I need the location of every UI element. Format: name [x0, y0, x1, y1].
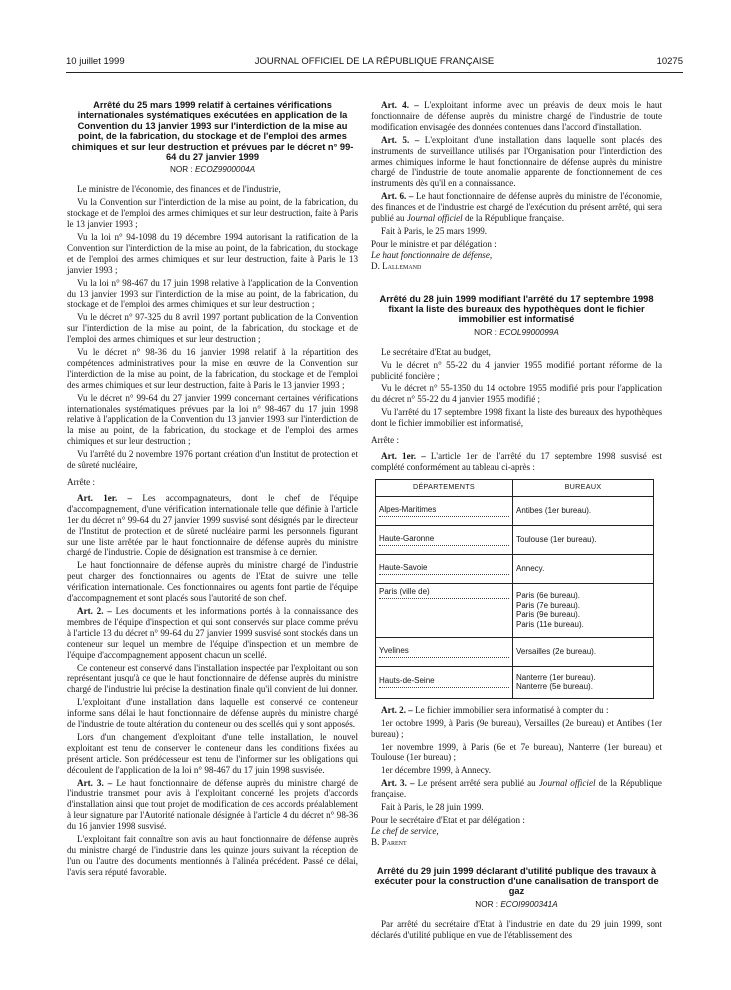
header-page-number: 10275: [656, 56, 683, 67]
decree2-vu: Vu le décret n° 55-22 du 4 janvier 1955 modifié portant réforme de la publicité foncière ;: [371, 359, 662, 381]
bureau-name: Annecy.: [516, 564, 545, 574]
decree1-article-2d: Lors d'un changement d'exploitant d'une telle installation, le nouvel exploitant est tenu de conserver le conteneur dans les conditions fixées au présent article. Son prédécesseur est tenu de l'informer sur les obligations qui découlent de l'application de la loi n° 98-467 du 17 juin 1998 susvisée.: [67, 731, 358, 775]
decree1-article-6: [371, 191, 662, 224]
table-cell-dept: [376, 496, 513, 525]
decree1-article-2b: Ce conteneur est conservé dans l'installation inspectée par l'exploitant ou son représentant jusqu'à ce que le haut fonctionnaire de défense auprès du ministre chargé de l'industrie lui précise la destination finale qu'il convient de lui donner.: [67, 662, 358, 695]
table-row: [376, 666, 654, 698]
decree1-article-3: [67, 778, 358, 833]
table-row: [376, 637, 654, 666]
decree1-article-1b: Le haut fonctionnaire de défense auprès du ministre chargé de l'industrie peut charger des fonctionnaires ou agents de l'Etat de suivre une telle vérification internationale. Ces fonctionnaires ou agents font partie de l'équipe d'accompagnement et sont placés sous l'autorité de son chef.: [67, 560, 358, 604]
decree1-arrete: Arrête :: [67, 477, 96, 487]
decree1-nor: [67, 165, 358, 176]
bureau-name: Nanterre (5e bureau).: [516, 682, 593, 692]
table-cell-bureaux: [513, 554, 654, 583]
decree1-nor-code: ECOZ9900004A: [194, 165, 256, 175]
decree1-signature-name: D. Lallemand: [371, 260, 422, 271]
article-label: Art. 2. –: [77, 605, 112, 616]
decree2-vu: Vu le décret n° 55-1350 du 14 octobre 1955 modifié pris pour l'application du décret n° 55-22 du 4 janvier 1955 modifié ;: [371, 383, 662, 405]
article-text: Le haut fonctionnaire de défense auprès du ministre de l'économie, des finances et de l'industrie est chargé de l'exécution du présent arrêté, qui sera publié au: [371, 191, 663, 224]
table-cell-bureaux: [513, 666, 654, 698]
bureau-name: Nanterre (1er bureau).: [516, 672, 596, 682]
table-cell-bureaux: [513, 637, 654, 666]
bureau-name: Toulouse (1er bureau).: [516, 535, 597, 545]
article-text: de la République française.: [464, 213, 564, 224]
header-journal-title: JOURNAL OFFICIEL DE LA RÉPUBLIQUE FRANÇAISE: [254, 56, 495, 67]
decree2-article-2-line: 1er décembre 1999, à Annecy.: [381, 765, 492, 776]
decree2-nor-label: NOR :: [474, 327, 497, 337]
bureau-name: Antibes (1er bureau).: [516, 506, 592, 516]
left-column: [67, 100, 358, 880]
article-label: Art. 2. –: [381, 704, 413, 715]
decree2-arrete: Arrête :: [371, 435, 400, 446]
decree2-article-2-line: 1er novembre 1999, à Paris (6e et 7e bureau), Nanterre (1er bureau) et Toulouse (1er bureau) ;: [371, 741, 662, 763]
decree3-title: Arrêté du 29 juin 1999 déclarant d'utilité publique des travaux à exécuter pour la construction d'une canalisation de transport de gaz: [374, 865, 659, 897]
decree1-article-1: [67, 493, 358, 558]
article-text: L'exploitant d'une installation dans laquelle sont placés des instruments de surveillance utilisés par l'Organisation pour l'interdiction des armes chimiques informe le haut fonctionnaire de défense auprès du ministre chargé de l'industrie de toute anomalie apparente de fonctionnement de ces instruments dès qu'il en a connaissance.: [371, 134, 662, 189]
decree1-article-2: [67, 606, 358, 661]
decree1-title: Arrêté du 25 mars 1999 relatif à certaines vérifications internationales systématiques exécutées en application de la Convention du 13 janvier 1993 sur l'interdiction de la mise au point, de la fabrication, du stockage et de l'emploi des armes chimiques et sur leur destruction et prévues par le décret n° 99-64 du 27 janvier 1999: [71, 100, 354, 163]
article-label: Art. 3. –: [381, 778, 415, 789]
decree2-article-1: [371, 451, 662, 473]
decree2-article-3: [371, 778, 662, 800]
table-cell-bureaux: [513, 496, 654, 525]
decree2-signature-name: B. Parent: [371, 836, 407, 847]
table-header-row: [376, 479, 654, 496]
decree1-vu: Vu le décret n° 97-325 du 8 avril 1997 portant publication de la Convention sur l'interdiction de la mise au point, de la fabrication, du stockage et de l'emploi des armes chimiques et sur leur destruction ;: [67, 312, 358, 345]
right-column: [371, 100, 662, 943]
decree1-article-2c: L'exploitant d'une installation dans laquelle est conservé ce conteneur informe sans délai le haut fonctionnaire de défense auprès du ministre chargé de l'industrie de toute altération du conteneur ou des scellés qui y sont apposés.: [67, 697, 358, 730]
decree2-signature-line-2: Le chef de service,: [371, 825, 439, 836]
decree1-signature-line-2: Le haut fonctionnaire de défense,: [371, 249, 493, 260]
table-row: [376, 496, 654, 525]
article-text: Les accompagnateurs, dont le chef de l'équipe d'accompagnement, d'une vérification internationale telle que définie à l'article 1er du décret n° 99-64 du 27 janvier 1999 susvisé sont désignés par le directeur de l'Institut de protection et de sûreté nucléaire parmi les personnels figurant sur une liste arrêtée par le haut fonctionnaire de défense auprès du ministre chargé de l'industrie. Copie de désignation est transmise à ce dernier.: [67, 492, 359, 558]
article-text: Les documents et les informations portés à la connaissance des membres de l'équipe d'inspection et qui sont conservés sur place comme prévu à l'article 13 du décret n° 99-64 du 27 janvier 1999 susvisé sont stockés dans un conteneur sur lequel un membre de l'équipe d'inspection et un membre de l'équipe d'accompagnement apposent chacun un scellé.: [67, 605, 358, 660]
table-cell-bureaux: [513, 583, 654, 637]
article-text: L'article 1er de l'arrêté du 17 septembre 1998 susvisé est complété conformément au tableau ci-après :: [371, 450, 662, 472]
table-cell-bureaux: [513, 525, 654, 554]
journal-officiel-ref: Journal officiel: [406, 213, 463, 224]
article-label: Art. 3. –: [77, 777, 113, 788]
table-header-departements: DÉPARTEMENTS: [376, 479, 513, 496]
decree3-nor-code: ECOI9900341A: [500, 899, 558, 909]
decree1-vu: Vu la Convention sur l'interdiction de la mise au point, de la fabrication, du stockage et de l'emploi des armes chimiques et sur leur destruction, faite à Paris le 13 janvier 1993 ;: [67, 197, 358, 230]
decree2-article-2-line: 1er octobre 1999, à Paris (9e bureau), Versailles (2e bureau) et Antibes (1er bureau) ;: [371, 717, 662, 739]
article-text: Le présent arrêté sera publié au: [417, 778, 536, 789]
bureaux-table: [375, 479, 654, 699]
bureau-name: Paris (9e bureau).: [516, 610, 581, 620]
bureau-name: Paris (7e bureau).: [516, 600, 581, 610]
decree2-fait: Fait à Paris, le 28 juin 1999.: [381, 802, 484, 813]
decree2-nor: [371, 328, 662, 339]
header-rule: [66, 72, 683, 73]
decree3-nor-label: NOR :: [475, 899, 499, 909]
table-cell-dept: [376, 525, 513, 554]
decree1-vu: Vu le décret n° 98-36 du 16 janvier 1998 relatif à la répartition des compétences administratives pour la mise en œuvre de la Convention sur l'interdiction de la mise au point, de la fabrication, du stockage et de l'emploi des armes chimiques et sur leur destruction, faite à Paris le 13 janvier 1993 ;: [67, 347, 358, 390]
article-label: Art. 5. –: [381, 134, 420, 145]
page-header: [66, 56, 683, 70]
decree1-vu: Vu l'arrêté du 2 novembre 1976 portant création d'un Institut de protection et de sûreté nucléaire,: [67, 449, 358, 471]
decree1-article-5: [371, 135, 662, 190]
decree1-vu: Vu le décret n° 99-64 du 27 janvier 1999 concernant certaines vérifications internationales systématiques prévues par la loi n° 98-467 du 17 juin 1998 relative à l'application de la Convention du 13 janvier 1993 sur l'interdiction de la mise au point, de la fabrication, du stockage et de l'emploi des armes chimiques et sur leur destruction ;: [67, 392, 358, 447]
decree1-signature-line-1: Pour le ministre et par délégation :: [371, 238, 497, 249]
dept-name: Haute-Garonne: [379, 534, 509, 546]
table-row: [376, 554, 654, 583]
decree1-vu: Vu la loi n° 94-1098 du 19 décembre 1994 autorisant la ratification de la Convention sur l'interdiction de la mise au point, de la fabrication, du stockage et de l'emploi des armes chimiques et sur leur destruction, faite à Paris le 13 janvier 1993 ;: [67, 231, 358, 275]
article-label: Art. 6. –: [381, 191, 414, 202]
dept-name: Alpes-Maritimes: [379, 505, 509, 517]
table-header-bureaux: BUREAUX: [513, 479, 654, 496]
decree3-body: Par arrêté du secrétaire d'Etat à l'industrie en date du 29 juin 1999, sont déclarés d'utilité publique en vue de l'établissement des: [371, 918, 662, 940]
dept-name: Paris (ville de): [379, 587, 509, 599]
bureau-name: Paris (6e bureau).: [516, 591, 581, 601]
article-label: Art. 4. –: [381, 100, 419, 110]
decree1-fait: Fait à Paris, le 25 mars 1999.: [381, 225, 488, 236]
decree3-nor: [371, 900, 662, 911]
bureau-name: Versailles (2e bureau).: [516, 647, 597, 657]
table-cell-dept: [376, 637, 513, 666]
decree2-article-2: [371, 705, 662, 716]
dept-name: Hauts-de-Seine: [379, 676, 509, 688]
bureau-name: Paris (11e bureau).: [516, 619, 584, 629]
decree1-vu: Vu la loi n° 98-467 du 17 juin 1998 relative à l'application de la Convention du 13 janvier 1993 sur l'interdiction de la mise au point, de la fabrication, du stockage et de l'emploi des armes chimiques et sur leur destruction ;: [67, 277, 358, 310]
dept-name: Yvelines: [379, 646, 509, 658]
decree1-nor-label: NOR :: [169, 165, 193, 175]
article-text: Le fichier immobilier sera informatisé à compter du :: [415, 704, 609, 715]
decree1-minister: Le ministre de l'économie, des finances et de l'industrie,: [77, 184, 281, 195]
decree1-article-4: [371, 100, 662, 133]
decree2-nor-code: ECOL9900099A: [499, 327, 559, 337]
table-cell-dept: [376, 554, 513, 583]
article-text: L'exploitant informe avec un préavis de deux mois le haut fonctionnaire de défense auprès du ministre chargé de l'industrie de toute modification envisagée des données contenues dans l'accord d'installation.: [371, 100, 662, 132]
header-date: 10 juillet 1999: [66, 56, 125, 67]
table-row: [376, 525, 654, 554]
journal-officiel-ref: Journal officiel: [538, 778, 596, 789]
article-text: de la République française.: [371, 778, 662, 800]
table-row: [376, 583, 654, 637]
table-cell-dept: [376, 666, 513, 698]
article-text: Le haut fonctionnaire de défense auprès du ministre chargé de l'industrie transmet pour avis à l'exploitant concerné les projets d'accords d'installation ainsi que tout projet de modification de ces accords préalablement à leur signature par l'Autorité nationale désignée à l'article 4 du décret n° 98-36 du 16 janvier 1998 susvisé.: [67, 777, 358, 832]
article-label: Art. 1er. –: [77, 492, 133, 503]
article-label: Art. 1er. –: [381, 450, 426, 461]
table-cell-dept: [376, 583, 513, 637]
decree2-signature-line-1: Pour le secrétaire d'Etat et par délégation :: [371, 814, 525, 825]
dept-name: Haute-Savoie: [379, 563, 509, 575]
decree2-secretary: Le secrétaire d'Etat au budget,: [381, 346, 491, 357]
decree2-vu: Vu l'arrêté du 17 septembre 1998 fixant la liste des bureaux des hypothèques dont le fichier immobilier est informatisé,: [371, 407, 662, 429]
decree1-article-3b: L'exploitant fait connaître son avis au haut fonctionnaire de défense auprès du ministre chargé de l'industrie dans les quinze jours suivant la réception de l'un ou l'autre des documents mentionnés à l'alinéa précédent. Passé ce délai, l'avis sera réputé favorable.: [67, 834, 358, 877]
decree2-title: Arrêté du 28 juin 1999 modifiant l'arrêté du 17 septembre 1998 fixant la liste des bureaux des hypothèques dont le fichier immobilier est informatisé: [379, 293, 654, 325]
